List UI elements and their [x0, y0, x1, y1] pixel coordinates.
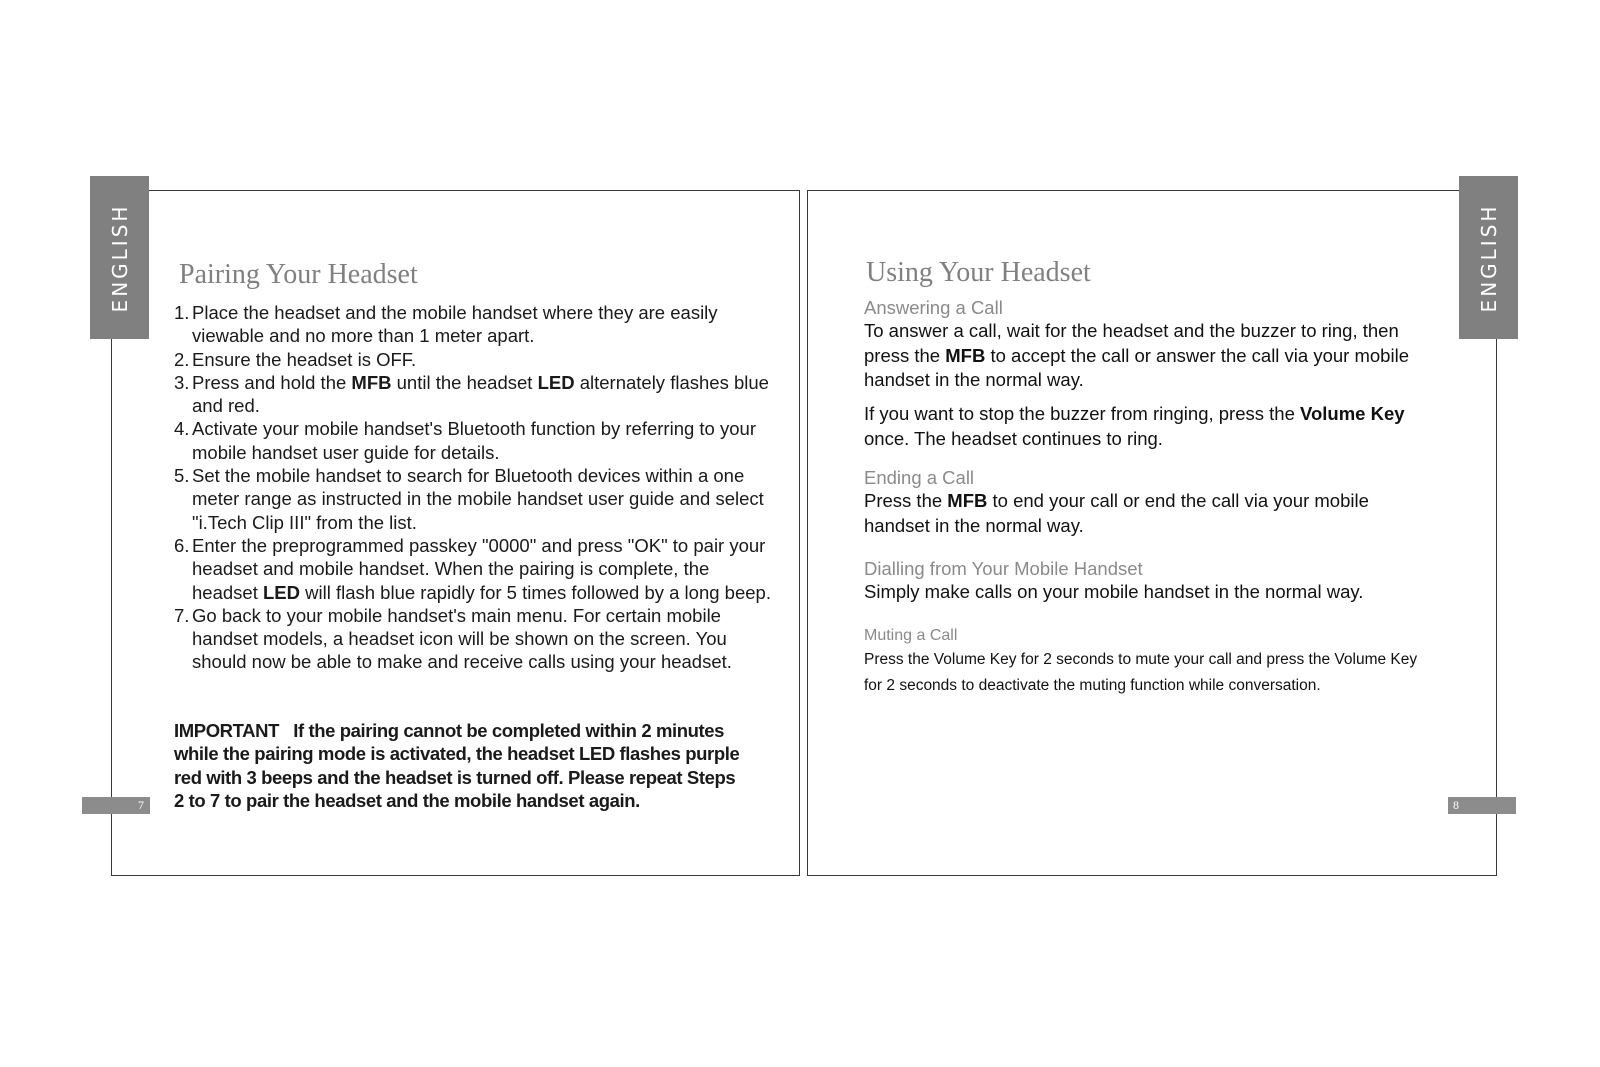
- right-page: [807, 190, 1497, 876]
- section-paragraph: [864, 402, 1429, 451]
- page-number-bar-right: [1448, 797, 1516, 814]
- text-run: Press and hold the: [192, 371, 352, 393]
- section-heading: Ending a Call: [864, 467, 975, 488]
- step-number: 2.: [174, 348, 190, 370]
- page-title: Using Your Headset: [866, 257, 1091, 288]
- text-run: Activate your mobile handset's Bluetooth function by referring to your mobile handset user guide for details.: [192, 418, 756, 463]
- text-run: To answer a call, wait for the headset and the buzzer to ring, then press the: [864, 320, 1399, 366]
- bold-term: LED: [262, 581, 300, 603]
- bold-term: MFB: [947, 490, 988, 511]
- text-run: Place the headset and the mobile handset where they are easily viewable and no more than 1 meter apart.: [192, 302, 718, 347]
- language-tab-left: [90, 176, 149, 339]
- text-run: If you want to stop the buzzer from ringing, press the: [864, 403, 1300, 424]
- section-heading: Muting a Call: [864, 627, 958, 644]
- section-paragraph: [864, 580, 1429, 605]
- section-heading: Dialling from Your Mobile Handset: [864, 558, 1143, 579]
- list-item: [174, 534, 774, 604]
- list-item: [174, 464, 774, 534]
- step-number: 7.: [174, 604, 190, 626]
- text-run: alternately flashes blue and red.: [192, 371, 769, 417]
- text-run: will flash blue rapidly for 5 times followed by a long beep.: [299, 581, 771, 603]
- page-number: 7: [138, 798, 144, 812]
- important-label: IMPORTANT: [174, 720, 279, 741]
- list-item: [174, 301, 774, 348]
- step-number: 4.: [174, 418, 190, 440]
- list-item: [174, 348, 774, 371]
- page-title: Pairing Your Headset: [179, 259, 418, 290]
- pairing-steps-list: [174, 301, 774, 674]
- important-note: [174, 719, 749, 812]
- text-run: Press the Volume Key for 2 seconds to mute your call and press the Volume Key for 2 seconds to deactivate the muting function while conversation.: [864, 651, 1418, 694]
- list-item: [174, 371, 774, 418]
- text-run: to end your call or end the call via your mobile handset in the normal way.: [864, 490, 1369, 536]
- bold-term: Volume Key: [1300, 403, 1405, 424]
- section-paragraph: [864, 647, 1424, 699]
- page-number-bar-left: [82, 797, 150, 814]
- step-number: 1.: [174, 302, 190, 323]
- section-paragraph: [864, 489, 1429, 538]
- language-tab-label: ENGLISH: [107, 203, 132, 312]
- step-number: 3.: [174, 371, 190, 393]
- text-run: Enter the preprogrammed passkey "0000" and press "OK" to pair your headset and mobile handset. When the pairing is complete, the headset: [192, 534, 766, 603]
- step-number: 6.: [174, 534, 190, 556]
- text-run: to accept the call or answer the call via your mobile handset in the normal way.: [864, 344, 1409, 390]
- bold-term: LED: [537, 371, 575, 393]
- language-tab-right: [1459, 176, 1518, 339]
- bold-term: MFB: [351, 371, 392, 393]
- text-run: once. The headset continues to ring.: [864, 427, 1163, 449]
- text-run: Ensure the headset is OFF.: [192, 348, 417, 370]
- list-item: [174, 604, 774, 674]
- language-tab-label: ENGLISH: [1476, 203, 1501, 312]
- bold-term: MFB: [945, 344, 986, 366]
- list-item: [174, 417, 774, 464]
- left-page: [111, 190, 800, 876]
- important-text: If the pairing cannot be completed within 2 minutes while the pairing mode is activated, the headset LED flashes purple red with 3 beeps and the headset is turned off. Please repeat Steps 2 to 7 to pair the headset and the mobile handset again.: [174, 720, 740, 811]
- section-paragraph: [864, 319, 1429, 393]
- text-run: Simply make calls on your mobile handset in the normal way.: [864, 581, 1364, 602]
- text-run: Go back to your mobile handset's main menu. For certain mobile handset models, a headset icon will be shown on the screen. You should now be able to make and receive calls using your headset.: [192, 604, 732, 673]
- section-heading: Answering a Call: [864, 297, 1003, 318]
- page-number: 8: [1453, 798, 1459, 812]
- text-run: Press the: [864, 490, 948, 511]
- step-number: 5.: [174, 465, 190, 487]
- text-run: until the headset: [391, 371, 538, 393]
- text-run: Set the mobile handset to search for Bluetooth devices within a one meter range as instructed in the mobile handset user guide and select "i.Tech Clip III" from the list.: [192, 465, 764, 533]
